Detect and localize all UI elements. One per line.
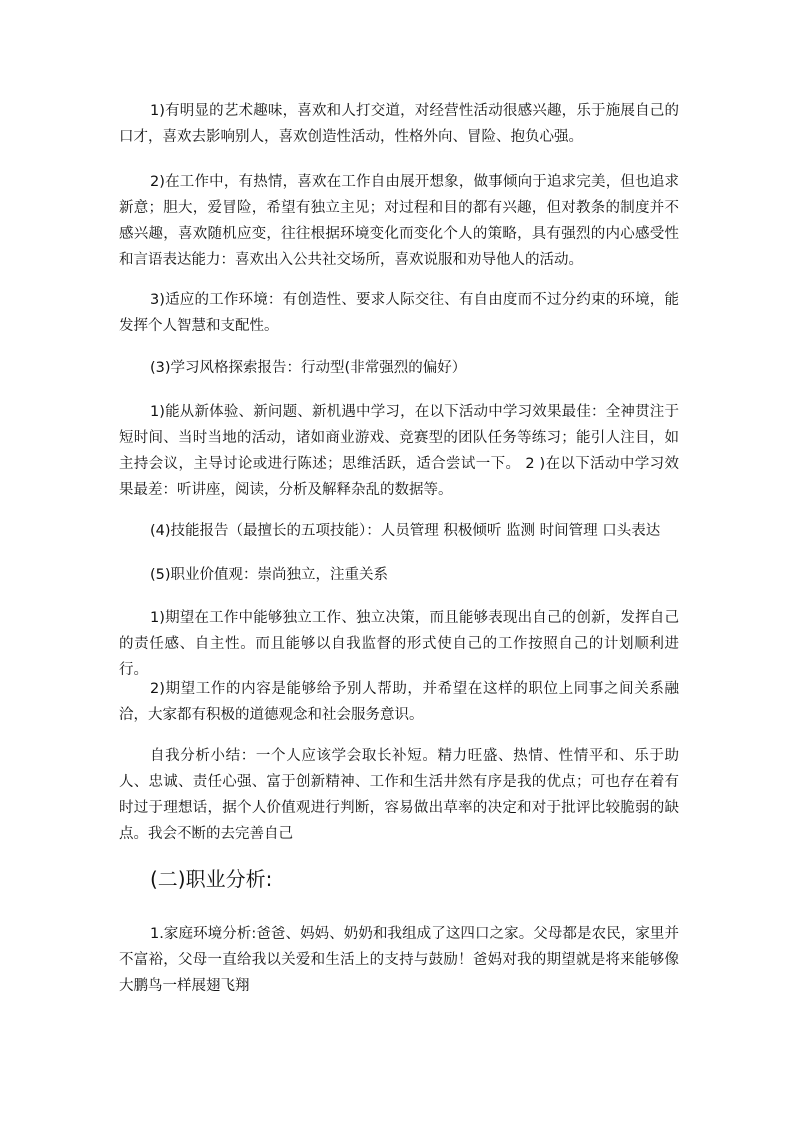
paragraph-work-environment: 3)适应的工作环境：有创造性、要求人际交往、有自由度而不过分约束的环境，能发挥个人智慧和支配性。 [119,292,679,334]
paragraph-value-expectation-1: 1)期望在工作中能够独立工作、独立决策，而且能够表现出自己的创新，发挥自己的责任感、自主性。而且能够以自我监督的形式使自己的工作按照自己的计划顺利进行。 [119,610,679,678]
paragraph-learning-style-title: (3)学习风格探索报告：行动型(非常强烈的偏好） [150,360,467,376]
heading-career-analysis: (二)职业分析: [150,867,273,891]
paragraph-learning-style-detail: 1)能从新体验、新问题、新机遇中学习，在以下活动中学习效果最佳：全神贯注于短时间、当时当地的活动，诸如商业游戏、竞赛型的团队任务等练习；能引人注目，如主持会议，主导讨论或进行陈述；思维活跃，适合尝试一下。 2 )在以下活动中学习效果最差：听讲座，阅读，分析及解释杂乱的数据等。 [119,404,679,498]
paragraph-value-expectation-2: 2)期望工作的内容是能够给予别人帮助，并希望在这样的职位上同事之间关系融洽，大家都有积极的道德观念和社会服务意识。 [119,681,679,723]
paragraph-family-environment: 1.家庭环境分析:爸爸、妈妈、奶奶和我组成了这四口之家。父母都是农民，家里并不富裕，父母一直给我以关爱和生活上的支持与鼓励！爸妈对我的期望就是将来能够像大鹏鸟一样展翅飞翔 [119,926,679,994]
paragraph-self-analysis-summary: 自我分析小结：一个人应该学会取长补短。精力旺盛、热情、性情平和、乐于助人、忠诚、责任心强、富于创新精神、工作和生活井然有序是我的优点；可也存在着有时过于理想话，据个人价值观进行判断，容易做出草率的决定和对于批评比较脆弱的缺点。我会不断的去完善自己 [119,748,679,842]
paragraph-work-style: 2)在工作中，有热情，喜欢在工作自由展开想象，做事倾向于追求完美，但也追求新意；胆大，爱冒险，希望有独立主见；对过程和目的都有兴趣，但对教条的制度并不感兴趣，喜欢随机应变，往往根据环境变化而变化个人的策略，具有强烈的内心感受性和言语表达能力：喜欢出入公共社交场所，喜欢说服和劝导他人的活动。 [119,174,679,268]
paragraph-skills-report: (4)技能报告（最擅长的五项技能）：人员管理 积极倾听 监测 时间管理 口头表达 [150,523,661,539]
paragraph-personality-traits: 1)有明显的艺术趣味，喜欢和人打交道，对经营性活动很感兴趣，乐于施展自己的口才，喜欢去影响别人，喜欢创造性活动，性格外向、冒险、抱负心强。 [119,103,679,145]
paragraph-career-values: (5)职业价值观：崇尚独立，注重关系 [150,567,389,583]
